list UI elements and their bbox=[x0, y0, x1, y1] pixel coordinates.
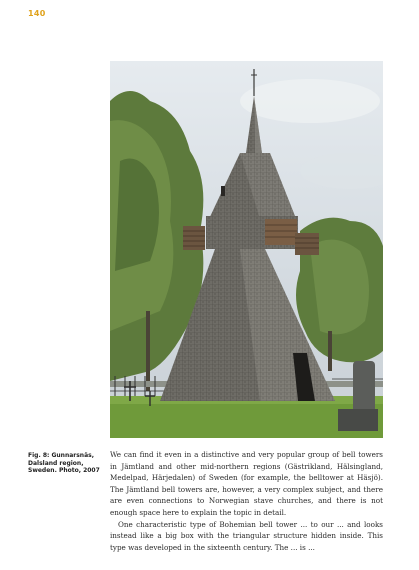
page-number: 140 bbox=[28, 9, 46, 18]
body-text bbox=[110, 449, 383, 553]
paragraph-1: We can find it even in a distinctive and very popular group of bell towers in Jämtland and other mid-northern regions (Gästrikland, Hälsingland, Medelpad, Härjedalen) of Sweden (for example, the belltower at Häsjö). The Jämtland bell towers are, however, a very complex subject, and there are even connections to Norwegian stave churches, and there is not enough space here to explain the topic in detail. bbox=[110, 450, 383, 517]
figure-caption-text: Fig. 8: Gunnarsnäs, Dalsland region, Sweden. Photo, 2007 bbox=[28, 452, 100, 475]
figure-caption bbox=[28, 452, 108, 475]
bell-tower-photo bbox=[110, 61, 383, 438]
paragraph-2: One characteristic type of Bohemian bell tower ... to our ... and looks instead like a big box with the triangular structure hidden inside. This type was developed in the sixteenth century. The ... is ... bbox=[110, 519, 383, 552]
